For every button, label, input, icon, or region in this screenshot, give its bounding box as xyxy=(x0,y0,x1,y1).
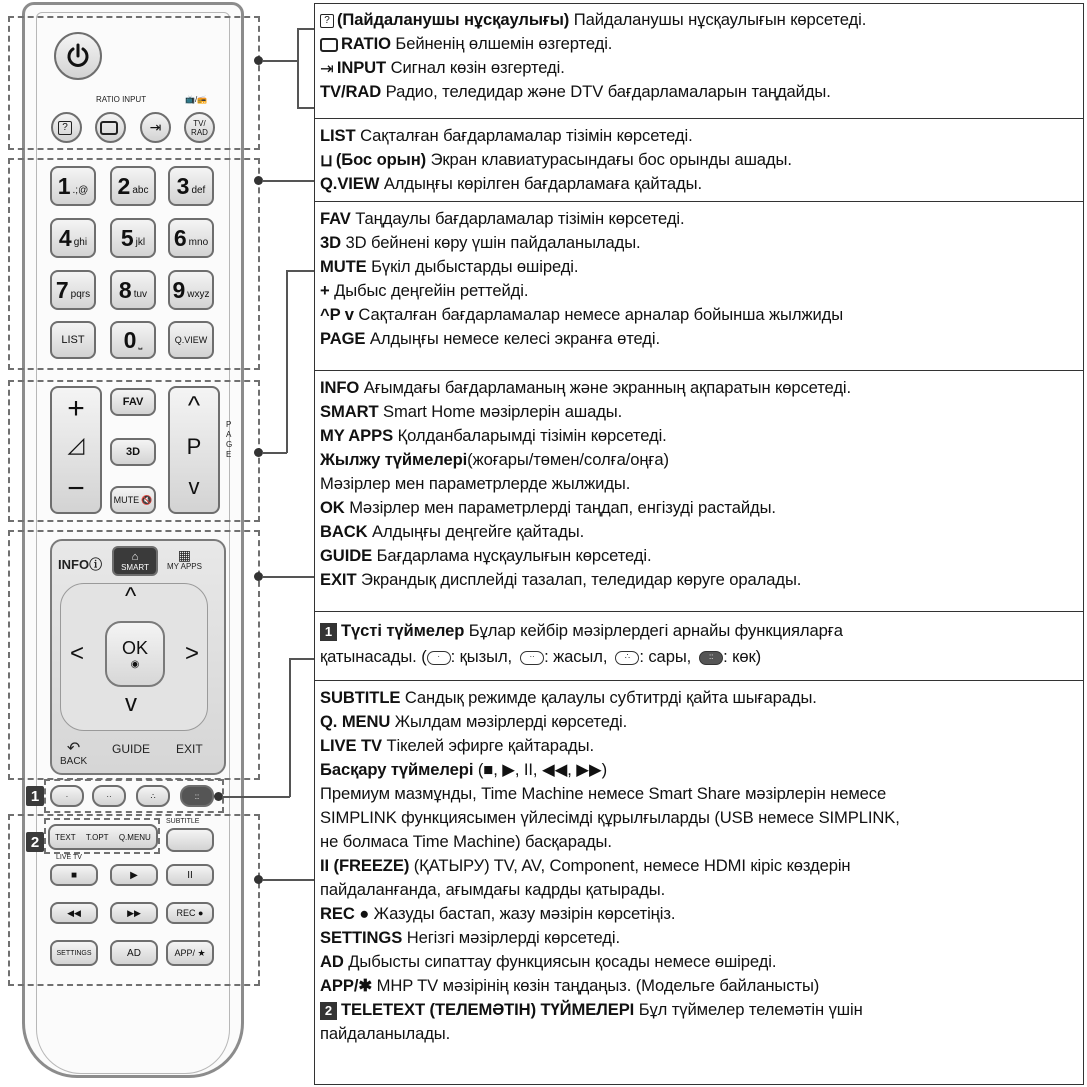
desc-text: Мәзірлер мен параметрлерде жылжиды. xyxy=(320,474,631,493)
desc-text: не болмаса Time Machine) басқарады. xyxy=(320,832,612,851)
grid-icon: ▦ xyxy=(177,547,192,563)
number-letters: tuv xyxy=(133,288,148,300)
desc-s4-row xyxy=(320,544,1082,568)
number-letters: jkl xyxy=(135,236,146,248)
teletext-buttons[interactable] xyxy=(48,824,158,850)
desc-text: Алдыңғы көрілген бағдарламаға қайтады. xyxy=(379,174,702,193)
desc-s6-row xyxy=(320,734,1082,758)
channel-down-icon: v xyxy=(188,474,200,499)
number-letters: ghi xyxy=(73,236,88,248)
desc-key: SUBTITLE xyxy=(320,688,401,707)
desc-s3-row xyxy=(320,231,1082,255)
desc-s6-row xyxy=(320,974,1082,998)
channel-p-label: P xyxy=(186,434,202,459)
volume-rocker[interactable] xyxy=(50,386,102,514)
connector-line-3v xyxy=(286,270,288,453)
smart-label: SMART xyxy=(121,562,149,572)
desc-text: Smart Home мәзірлерін ашады. xyxy=(378,402,623,421)
bracket-tick xyxy=(297,107,314,109)
number-digit: 3 xyxy=(176,172,190,199)
desc-s3-row xyxy=(320,207,1082,231)
desc-s4-row xyxy=(320,376,1082,400)
desc-key: Басқару түймелері xyxy=(320,760,474,779)
desc-s2-row xyxy=(320,148,1082,173)
arrow-up-icon[interactable]: ^ xyxy=(125,583,137,610)
zero-button[interactable] xyxy=(110,321,156,359)
help-icon: ? xyxy=(58,121,72,135)
red-button[interactable]: · xyxy=(50,785,84,807)
desc-text: пайдаланғанда, ағымдағы кадрды қатырады. xyxy=(320,880,666,899)
number-digit: 1 xyxy=(57,172,71,199)
number-button-7[interactable] xyxy=(50,270,96,310)
bracket-tick xyxy=(297,28,314,30)
desc-s6-row xyxy=(320,1022,1082,1046)
connector-line-5v xyxy=(289,658,291,797)
desc-text: Сандық режимде қалаулы субтитрді қайта шығарады. xyxy=(400,688,817,707)
zero-label: 0 xyxy=(123,326,137,353)
ratio-icon xyxy=(320,38,338,52)
desc-text: Экрандық дисплейді тазалап, теледидар көруге оралады. xyxy=(356,570,802,589)
back-label: BACK xyxy=(60,756,88,767)
desc-text: Ағымдағы бағдарламаның және экранның ақпаратын көрсетеді. xyxy=(359,378,851,397)
connector-line-6 xyxy=(262,879,314,881)
desc-key: LIST xyxy=(320,126,356,145)
ok-label: OK xyxy=(121,638,148,658)
desc-s4-row xyxy=(320,400,1082,424)
desc-text: : қызыл, xyxy=(450,647,513,666)
color-swatch-icon: · xyxy=(427,651,451,665)
desc-text: Пайдаланушы нұсқаулығын көрсетеді. xyxy=(569,10,867,29)
desc-key: + xyxy=(320,281,330,300)
smart-button[interactable] xyxy=(112,546,158,576)
subtitle-button[interactable] xyxy=(166,828,214,852)
desc-text: Таңдаулы бағдарламалар тізімін көрсетеді. xyxy=(350,209,685,228)
mute-icon: 🔇 xyxy=(141,494,153,505)
desc-key: (Бос орын) xyxy=(335,150,427,169)
desc-text: Бұлар кейбір мәзірлердегі арнайы функцияларға xyxy=(464,621,843,640)
desc-key: 3D xyxy=(320,233,342,252)
desc-s3-row xyxy=(320,303,1082,327)
desc-s4-row xyxy=(320,448,1082,472)
settings-button[interactable]: SETTINGS xyxy=(50,940,98,966)
desc-key: ^P v xyxy=(320,305,354,324)
desc-text: Экран клавиатурасындағы бос орынды ашады. xyxy=(426,150,792,169)
desc-text: SIMPLINK функциясымен үйлесімді құрылғыларды (USB немесе SIMPLINK, xyxy=(320,808,900,827)
volume-minus: − xyxy=(67,472,85,505)
desc-key: INFO xyxy=(320,378,360,397)
pause-button[interactable]: II xyxy=(166,864,214,886)
desc-key: SETTINGS xyxy=(320,928,403,947)
desc-s2-row xyxy=(320,172,1082,196)
arrow-left-icon[interactable]: < xyxy=(70,640,85,667)
stop-button[interactable]: ■ xyxy=(50,864,98,886)
desc-s6-row xyxy=(320,926,1082,950)
yellow-button[interactable]: ∴ xyxy=(136,785,170,807)
desc-s3-row xyxy=(320,327,1082,351)
myapps-label: MY APPS xyxy=(167,562,202,571)
number-letters: pqrs xyxy=(70,288,91,300)
desc-key: (Пайдаланушы нұсқаулығы) xyxy=(337,10,570,29)
rewind-button[interactable]: ◀◀ xyxy=(50,902,98,924)
topt-button[interactable]: T.OPT xyxy=(85,832,109,842)
number-digit: 4 xyxy=(58,224,72,251)
desc-s4-row xyxy=(320,520,1082,544)
guide-button[interactable]: GUIDE xyxy=(112,742,151,756)
input-icon: ⇥ xyxy=(149,119,162,135)
number-button-6[interactable] xyxy=(168,218,214,258)
number-button-3[interactable] xyxy=(168,166,214,206)
desc-text: пайдаланылады. xyxy=(320,1024,451,1043)
desc-s1-row xyxy=(320,8,1082,32)
desc-text: Бейненің өлшемін өзгертеді. xyxy=(390,34,613,53)
app-button[interactable]: APP/ ★ xyxy=(166,940,214,966)
power-button[interactable] xyxy=(54,32,102,80)
number-button-9[interactable] xyxy=(168,270,214,310)
desc-key: APP/✱ xyxy=(320,976,373,995)
info-label: INFO xyxy=(58,557,90,572)
desc-text: Алдыңғы деңгейге қайтады. xyxy=(367,522,585,541)
tvrad-top-label: 📺/📻 xyxy=(185,95,208,104)
desc-key: FAV xyxy=(320,209,351,228)
desc-key: RATIO xyxy=(341,34,391,53)
rec-button[interactable]: REC ● xyxy=(166,902,214,924)
fav-button[interactable]: FAV xyxy=(110,388,156,416)
page-label: PAGE xyxy=(226,420,233,459)
qmenu-button[interactable]: Q.MENU xyxy=(118,832,151,842)
input-icon: ⇥ xyxy=(320,58,334,78)
number-digit: 8 xyxy=(118,276,132,303)
desc-key: SMART xyxy=(320,402,379,421)
desc-s1-row xyxy=(320,56,1082,81)
badge-1: 1 xyxy=(26,786,44,806)
desc-s6-row xyxy=(320,806,1082,830)
arrow-down-icon[interactable]: v xyxy=(125,690,137,717)
desc-text: : сары, xyxy=(639,647,692,666)
badge-1-inline: 1 xyxy=(320,623,337,641)
input-button[interactable] xyxy=(140,112,171,143)
desc-s3-row xyxy=(320,255,1082,279)
desc-s4-row xyxy=(320,568,1082,592)
desc-text: Сигнал көзін өзгертеді. xyxy=(386,58,565,77)
desc-text: Премиум мазмұнды, Time Machine немесе Smart Share мәзірлерін немесе xyxy=(320,784,887,803)
connector-line-5 xyxy=(222,796,290,798)
mute-label: MUTE xyxy=(113,495,140,505)
section-divider xyxy=(314,201,1084,202)
3d-button[interactable]: 3D xyxy=(110,438,156,466)
subtitle-label: SUBTITLE xyxy=(166,818,200,825)
arrow-right-icon[interactable]: > xyxy=(185,640,200,667)
number-digit: 6 xyxy=(173,224,187,251)
desc-key: TELETEXT (ТЕЛЕМӘТІН) ТҮЙМЕЛЕРІ xyxy=(341,1000,635,1019)
channel-rocker[interactable] xyxy=(168,386,220,514)
number-letters: mno xyxy=(188,236,209,248)
desc-text: (■, ▶, II, ◀◀, ▶▶) xyxy=(473,760,608,779)
number-letters: def xyxy=(191,184,206,196)
exit-button[interactable]: EXIT xyxy=(176,742,203,756)
section-divider xyxy=(314,118,1084,119)
help-button[interactable] xyxy=(51,112,82,143)
desc-text: Жазуды бастап, жазу мәзірін көрсетіңіз. xyxy=(369,904,676,923)
desc-s6-row xyxy=(320,950,1082,974)
number-button-8[interactable] xyxy=(110,270,156,310)
desc-text: Сақталған бағдарламалар тізімін көрсетеді. xyxy=(355,126,693,145)
desc-s6-row xyxy=(320,998,1082,1022)
desc-s6-row xyxy=(320,902,1082,926)
fast-forward-button[interactable]: ▶▶ xyxy=(110,902,158,924)
desc-text: Алдыңғы немесе келесі экранға өтеді. xyxy=(365,329,660,348)
desc-text: Радио, теледидар және DTV бағдарламаларын таңдайды. xyxy=(381,82,831,101)
number-digit: 9 xyxy=(172,276,186,303)
space-icon: ⎵ xyxy=(138,338,143,350)
desc-text: (ҚАТЫРУ) TV, AV, Component, немесе HDMI кіріс көздерін xyxy=(409,856,851,875)
number-button-5[interactable] xyxy=(110,218,156,258)
desc-key: MUTE xyxy=(320,257,367,276)
badge-2: 2 xyxy=(26,832,44,852)
desc-text: (жоғары/төмен/солға/оңға) xyxy=(467,450,669,469)
group-top xyxy=(8,16,260,150)
myapps-button[interactable] xyxy=(167,548,202,571)
desc-text: Дыбысты сипаттау функциясын қосады немесе өшіреді. xyxy=(343,952,777,971)
color-swatch-icon: :: xyxy=(699,651,723,665)
desc-text: Жылдам мәзірлерді көрсетеді. xyxy=(390,712,628,731)
desc-key: MY APPS xyxy=(320,426,394,445)
desc-key: LIVE TV xyxy=(320,736,382,755)
desc-text: : жасыл, xyxy=(544,647,608,666)
connector-line-1 xyxy=(262,60,298,62)
ratio-icon xyxy=(100,121,118,135)
number-digit: 5 xyxy=(120,224,134,251)
connector-line-4 xyxy=(262,576,314,578)
desc-s3-row xyxy=(320,279,1082,303)
connector-line-2 xyxy=(262,180,314,182)
number-letters: abc xyxy=(132,184,149,196)
number-digit: 2 xyxy=(117,172,131,199)
desc-s5-row xyxy=(320,645,1082,669)
desc-key: II (FREEZE) xyxy=(320,856,410,875)
home-icon: ⌂ xyxy=(131,550,139,563)
desc-key: OK xyxy=(320,498,345,517)
color-swatch-icon: ∴ xyxy=(615,651,639,665)
ok-button[interactable] xyxy=(105,621,165,687)
desc-s6-row xyxy=(320,878,1082,902)
desc-key: AD xyxy=(320,952,344,971)
blue-button[interactable]: :: xyxy=(180,785,214,807)
channel-up-icon: ^ xyxy=(187,390,201,420)
desc-text: : көк) xyxy=(723,647,762,666)
desc-s6-row xyxy=(320,758,1082,782)
color-swatch-icon: ·· xyxy=(520,651,544,665)
green-button[interactable]: ·· xyxy=(92,785,126,807)
badge-2-inline: 2 xyxy=(320,1002,337,1020)
number-button-1[interactable] xyxy=(50,166,96,206)
desc-text: MHP TV мәзірінің көзін таңдаңыз. (Модельге байланысты) xyxy=(372,976,820,995)
desc-key: Түсті түймелер xyxy=(341,621,465,640)
desc-s6-row xyxy=(320,710,1082,734)
info-icon: ⓘ xyxy=(89,557,103,572)
desc-text: Бүкіл дыбыстарды өшіреді. xyxy=(366,257,579,276)
connector-line-3h xyxy=(286,270,314,272)
tvrad-button[interactable]: TV/ RAD xyxy=(184,112,215,143)
desc-key: TV/RAD xyxy=(320,82,382,101)
livetv-label: LIVE TV xyxy=(56,854,82,861)
section-divider xyxy=(314,370,1084,371)
desc-s5-row xyxy=(320,619,1082,643)
desc-text: 3D бейнені көру үшін пайдаланылады. xyxy=(341,233,641,252)
connector-bracket-1 xyxy=(297,28,299,108)
desc-text: Бұл түймелер телемәтін үшін xyxy=(634,1000,863,1019)
desc-text: Тікелей эфирге қайтарады. xyxy=(382,736,594,755)
connector-line-3 xyxy=(262,452,287,454)
volume-plus: + xyxy=(67,392,85,425)
ratio-button[interactable] xyxy=(95,112,126,143)
desc-s4-row xyxy=(320,496,1082,520)
number-letters: wxyz xyxy=(187,288,210,300)
desc-s6-row xyxy=(320,782,1082,806)
ratio-input-label: RATIO INPUT xyxy=(96,95,147,104)
help-icon: ? xyxy=(320,14,334,28)
connector-line-5h xyxy=(289,658,314,660)
volume-icon: ◿ xyxy=(67,432,85,457)
desc-key: Q. MENU xyxy=(320,712,391,731)
number-button-2[interactable] xyxy=(110,166,156,206)
desc-text: Сақталған бағдарламалар немесе арналар бойынша жылжиды xyxy=(353,305,844,324)
desc-key: REC ● xyxy=(320,904,370,923)
list-button[interactable]: LIST xyxy=(50,321,96,359)
desc-key: Q.VIEW xyxy=(320,174,380,193)
desc-s1-row xyxy=(320,32,1082,56)
space-icon: ⊔ xyxy=(320,150,333,170)
section-divider xyxy=(314,611,1084,612)
desc-s6-row xyxy=(320,830,1082,854)
play-button[interactable]: ▶ xyxy=(110,864,158,886)
desc-key: INPUT xyxy=(336,58,387,77)
desc-text: Негізгі мәзірлерді көрсетеді. xyxy=(402,928,620,947)
back-icon: ↶ xyxy=(66,740,81,757)
desc-s4-row xyxy=(320,424,1082,448)
desc-s2-row xyxy=(320,124,1082,148)
section-divider xyxy=(314,680,1084,681)
desc-s4-row xyxy=(320,472,1082,496)
desc-s6-row xyxy=(320,854,1082,878)
desc-key: EXIT xyxy=(320,570,357,589)
desc-key: GUIDE xyxy=(320,546,373,565)
info-button[interactable] xyxy=(58,554,102,573)
number-digit: 7 xyxy=(55,276,69,303)
number-letters: .;@ xyxy=(72,184,89,196)
text-button[interactable]: TEXT xyxy=(55,832,76,842)
number-button-4[interactable] xyxy=(50,218,96,258)
ad-button[interactable]: AD xyxy=(110,940,158,966)
desc-key: PAGE xyxy=(320,329,366,348)
mute-button[interactable] xyxy=(110,486,156,514)
ok-dot-icon: ◉ xyxy=(130,659,140,670)
desc-text: Қолданбаларымді тізімін көрсетеді. xyxy=(393,426,667,445)
desc-text: Бағдарлама нұсқаулығын көрсетеді. xyxy=(372,546,652,565)
desc-text: Дыбыс деңгейін реттейді. xyxy=(329,281,529,300)
desc-key: Жылжу түймелері xyxy=(320,450,468,469)
back-button[interactable] xyxy=(60,742,87,767)
power-icon xyxy=(65,43,91,69)
desc-s1-row xyxy=(320,80,1082,104)
desc-s6-row xyxy=(320,686,1082,710)
desc-text: Мәзірлер мен параметрлерді таңдап, енгізуді растайды. xyxy=(344,498,776,517)
desc-text: қатынасады. ( xyxy=(320,647,427,666)
qview-button[interactable]: Q.VIEW xyxy=(168,321,214,359)
desc-key: BACK xyxy=(320,522,368,541)
